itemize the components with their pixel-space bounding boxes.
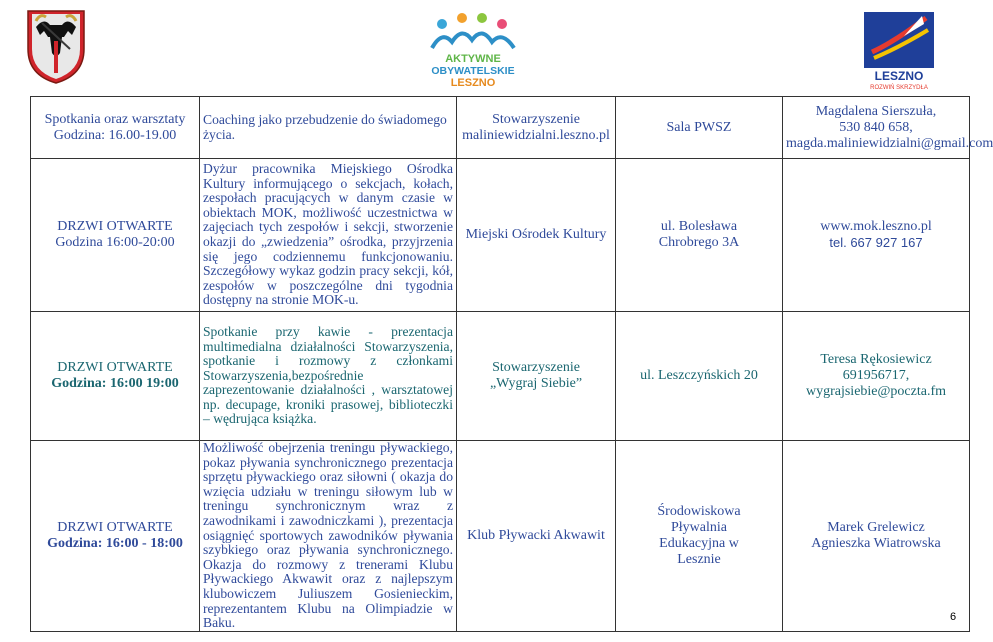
place-line: Środowiskowa: [657, 503, 741, 519]
organizer-cell: [457, 441, 616, 632]
description-cell: Dyżur pracownika Miejskiego Ośrodka Kultury informującego o sekcjach, kołach, zespołach pracujących w danym czasie w obiektach MOK, możliwość uczestnictwa w zajęciach tych zespołów i sekcji, stworzenie okazji do „zwiedzenia” ośrodka, przyjrzenia się jego codziennemu funkcjonowaniu. Szczegółowy wykaz godzin pracy sekcji, kół, zespołów w poszczególne dni tygodnia dostępny na stronie MOK-u.: [200, 159, 457, 312]
description-cell: Możliwość obejrzenia treningu pływackiego, pokaz pływania synchronicznego prezentacja sprzętu pływackiego oraz siłowni ( okazja do wzięcia udziału w treningu siłowym lub w treningu synchronicznym wraz z zawodnikami i zawodniczkami ), prezentacja osiągnięć sportowych zawodników pływania szybkiego oraz pływania synchronicznego. Okazja do rozmowy z trenerami Klubu Pływackiego Akwawit oraz z najlepszym klubowiczem Juliuszem Gosienieckim, reprezentantem Klubu na Olimpiadzie w Baku.: [200, 441, 457, 632]
event-hours: Godzina: 16:00 - 18:00: [47, 535, 183, 551]
table-row: [31, 159, 970, 312]
place-line: ul. Bolesława: [660, 219, 738, 234]
place-cell: Sala PWSZ: [616, 97, 783, 159]
contact-cell: [783, 441, 970, 632]
leszno-city-logo: [864, 12, 934, 90]
time-cell: [31, 159, 200, 312]
event-hours: Godzina 16:00-20:00: [55, 235, 175, 250]
contact-phone: 530 840 658,: [839, 119, 913, 135]
event-type: Spotkania oraz warsztaty: [44, 111, 186, 127]
organizer-name: Stowarzyszenie: [492, 111, 580, 127]
contact-phone: tel. 667 927 167: [829, 235, 923, 250]
organizer-cell: [457, 97, 616, 159]
organizer-cell: [457, 312, 616, 441]
table-row: [31, 441, 970, 632]
obywatelskie-text: OBYWATELSKIE: [431, 65, 515, 77]
contact-cell: [783, 159, 970, 312]
table-row: [31, 312, 970, 441]
contact-cell: [783, 97, 993, 159]
organizer-name-quoted: „Wygraj Siebie”: [489, 376, 583, 391]
time-cell: [31, 312, 200, 441]
aktywne-text: AKTYWNE: [445, 53, 501, 65]
contact-email: wygrajsiebie@poczta.fm: [805, 384, 946, 399]
description-cell: Coaching jako przebudzenie do świadomego życia.: [200, 97, 457, 159]
organizer-name: Miejski Ośrodek Kultury: [465, 227, 607, 242]
contact-person: Magdalena Sierszuła,: [815, 103, 937, 119]
organizer-cell: [457, 159, 616, 312]
leszno-text: LESZNO: [450, 77, 496, 89]
event-type: DRZWI OTWARTE: [57, 519, 173, 535]
contact-person: Teresa Rękosiewicz: [820, 352, 932, 367]
place-line: Edukacyjna w: [659, 535, 739, 551]
page-header: [0, 0, 960, 96]
organizer-name: Stowarzyszenie: [492, 360, 580, 375]
event-type: DRZWI OTWARTE: [57, 360, 173, 375]
contact-website: www.mok.leszno.pl: [820, 219, 932, 234]
place-cell: [616, 159, 783, 312]
leszno-name: LESZNO: [874, 69, 924, 83]
contact-person: Agnieszka Wiatrowska: [811, 535, 941, 551]
description-cell: Spotkanie przy kawie - prezentacja multimedialna działalności Stowarzyszenia, spotkanie i rozmowy z członkami Stowarzyszenia,bezpośrednie zaprezentowanie działalności , warsztatowej np. decupage, kroniki prasowej, biblioteczki – wędrująca książka.: [200, 312, 457, 441]
place-cell: ul. Leszczyńskich 20: [616, 312, 783, 441]
organizer-name: Klub Pływacki Akwawit: [467, 527, 605, 543]
event-hours: Godzina: 16.00-19.00: [53, 127, 177, 143]
place-line: Chrobrego 3A: [658, 235, 740, 250]
aktywne-obywatelskie-leszno-logo: [418, 12, 528, 88]
page-number: 6: [950, 611, 957, 623]
event-type: DRZWI OTWARTE: [57, 219, 173, 234]
time-cell: [31, 97, 200, 159]
contact-person: Marek Grelewicz: [827, 519, 925, 535]
leszno-crest-logo: [24, 5, 88, 85]
table-row: [31, 97, 970, 159]
contact-cell: [783, 312, 970, 441]
organizer-website: maliniewidzialni.leszno.pl: [462, 127, 610, 143]
events-table: [30, 96, 993, 632]
place-line: Pływalnia: [671, 519, 727, 535]
place-cell: [616, 441, 783, 632]
time-cell: [31, 441, 200, 632]
contact-phone: 691956717,: [842, 368, 910, 383]
contact-email: magda.maliniewidzialni@gmail.com: [786, 135, 993, 151]
place-line: Lesznie: [677, 551, 721, 567]
event-hours: Godzina: 16:00 19:00: [51, 376, 179, 391]
leszno-tagline: ROZWIŃ SKRZYDŁA: [870, 85, 928, 91]
